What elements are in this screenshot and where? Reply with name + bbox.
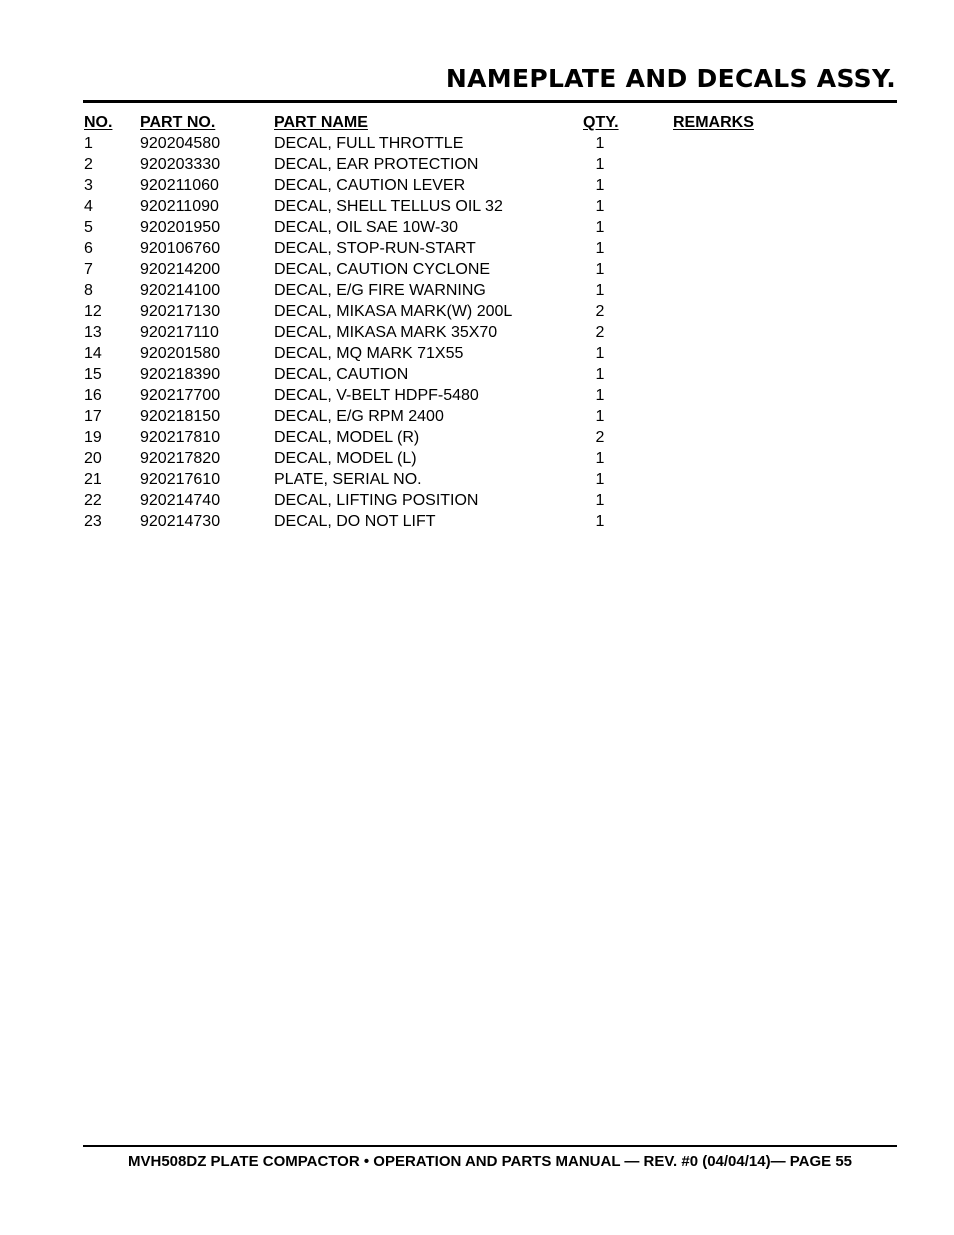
table-row (83, 322, 897, 343)
table-row (83, 259, 897, 280)
row-qty: 2 (595, 324, 605, 341)
table-row (83, 175, 897, 196)
row-part-name: DECAL, V-BELT HDPF-5480 (274, 387, 479, 404)
table-row (83, 448, 897, 469)
row-part-no: 920214740 (140, 492, 221, 509)
row-part-name: DECAL, MIKASA MARK 35X70 (274, 324, 498, 341)
row-part-name: DECAL, E/G FIRE WARNING (274, 282, 486, 299)
header-remarks: REMARKS (673, 114, 754, 131)
row-qty: 1 (595, 156, 605, 173)
row-qty: 1 (595, 471, 605, 488)
row-qty: 1 (595, 345, 605, 362)
row-part-no: 920217130 (140, 303, 221, 320)
row-part-no: 920201580 (140, 345, 221, 362)
table-row (83, 364, 897, 385)
row-part-name: DECAL, E/G RPM 2400 (274, 408, 444, 425)
row-no: 16 (84, 387, 102, 404)
table-row (83, 196, 897, 217)
row-part-name: DECAL, DO NOT LIFT (274, 513, 436, 530)
row-part-no: 920211060 (140, 177, 219, 194)
table-row (83, 217, 897, 238)
row-qty: 1 (595, 261, 605, 278)
row-part-no: 920201950 (140, 219, 221, 236)
row-part-no: 920211090 (140, 198, 219, 215)
table-row (83, 490, 897, 511)
table-row (83, 301, 897, 322)
row-no: 3 (84, 177, 93, 194)
row-part-no: 920218390 (140, 366, 221, 383)
row-part-name: DECAL, MODEL (L) (274, 450, 417, 467)
row-no: 8 (84, 282, 93, 299)
row-part-name: DECAL, STOP-RUN-START (274, 240, 476, 257)
row-part-no: 920217820 (140, 450, 221, 467)
row-part-name: DECAL, LIFTING POSITION (274, 492, 479, 509)
row-no: 12 (84, 303, 102, 320)
row-qty: 2 (595, 303, 605, 320)
table-row (83, 343, 897, 364)
row-part-no: 920217810 (140, 429, 221, 446)
parts-table (83, 112, 897, 532)
row-qty: 1 (595, 282, 605, 299)
row-no: 2 (84, 156, 93, 173)
footer-divider (83, 1145, 897, 1147)
header-qty: QTY. (583, 114, 619, 131)
row-qty: 2 (595, 429, 605, 446)
table-row (83, 154, 897, 175)
page-title: NAMEPLATE AND DECALS ASSY. (445, 64, 896, 93)
row-no: 20 (84, 450, 102, 467)
row-no: 15 (84, 366, 102, 383)
row-no: 6 (84, 240, 93, 257)
header-no: NO. (84, 114, 113, 131)
header-part-no: PART NO. (140, 114, 216, 131)
row-part-no: 920204580 (140, 135, 221, 152)
table-header (83, 112, 897, 133)
row-no: 19 (84, 429, 102, 446)
row-part-name: DECAL, CAUTION CYCLONE (274, 261, 491, 278)
row-no: 17 (84, 408, 102, 425)
row-no: 21 (84, 471, 102, 488)
row-part-name: DECAL, MODEL (R) (274, 429, 420, 446)
row-qty: 1 (595, 240, 605, 257)
table-row (83, 280, 897, 301)
row-qty: 1 (595, 387, 605, 404)
row-qty: 1 (595, 408, 605, 425)
row-qty: 1 (595, 492, 605, 509)
row-no: 7 (84, 261, 93, 278)
row-no: 4 (84, 198, 93, 215)
table-row (83, 238, 897, 259)
row-part-name: DECAL, FULL THROTTLE (274, 135, 464, 152)
table-row (83, 133, 897, 154)
table-row (83, 511, 897, 532)
row-qty: 1 (595, 198, 605, 215)
row-part-name: DECAL, CAUTION LEVER (274, 177, 466, 194)
row-part-name: DECAL, OIL SAE 10W-30 (274, 219, 459, 236)
row-no: 13 (84, 324, 102, 341)
row-part-name: DECAL, MQ MARK 71X55 (274, 345, 464, 362)
table-row (83, 427, 897, 448)
row-part-name: DECAL, SHELL TELLUS OIL 32 (274, 198, 503, 215)
row-no: 14 (84, 345, 102, 362)
row-part-no: 920214100 (140, 282, 221, 299)
row-no: 1 (84, 135, 93, 152)
row-part-name: DECAL, EAR PROTECTION (274, 156, 479, 173)
row-part-no: 920106760 (140, 240, 221, 257)
header-part-name: PART NAME (274, 114, 368, 131)
table-row (83, 385, 897, 406)
row-qty: 1 (595, 366, 605, 383)
row-part-no: 920218150 (140, 408, 221, 425)
row-part-no: 920217110 (140, 324, 219, 341)
row-qty: 1 (595, 450, 605, 467)
row-qty: 1 (595, 177, 605, 194)
row-no: 22 (84, 492, 102, 509)
row-part-no: 920214200 (140, 261, 221, 278)
row-part-name: PLATE, SERIAL NO. (274, 471, 422, 488)
row-part-no: 920203330 (140, 156, 221, 173)
row-part-no: 920217700 (140, 387, 221, 404)
row-part-name: DECAL, CAUTION (274, 366, 409, 383)
table-row (83, 406, 897, 427)
row-part-name: DECAL, MIKASA MARK(W) 200L (274, 303, 513, 320)
row-part-no: 920217610 (140, 471, 221, 488)
page-footer: MVH508DZ PLATE COMPACTOR • OPERATION AND PARTS MANUAL — REV. #0 (04/04/14)— PAGE 55 (128, 1153, 852, 1170)
row-part-no: 920214730 (140, 513, 221, 530)
table-row (83, 469, 897, 490)
title-divider (83, 100, 897, 103)
row-qty: 1 (595, 219, 605, 236)
row-qty: 1 (595, 135, 605, 152)
row-no: 23 (84, 513, 102, 530)
row-qty: 1 (595, 513, 605, 530)
row-no: 5 (84, 219, 93, 236)
